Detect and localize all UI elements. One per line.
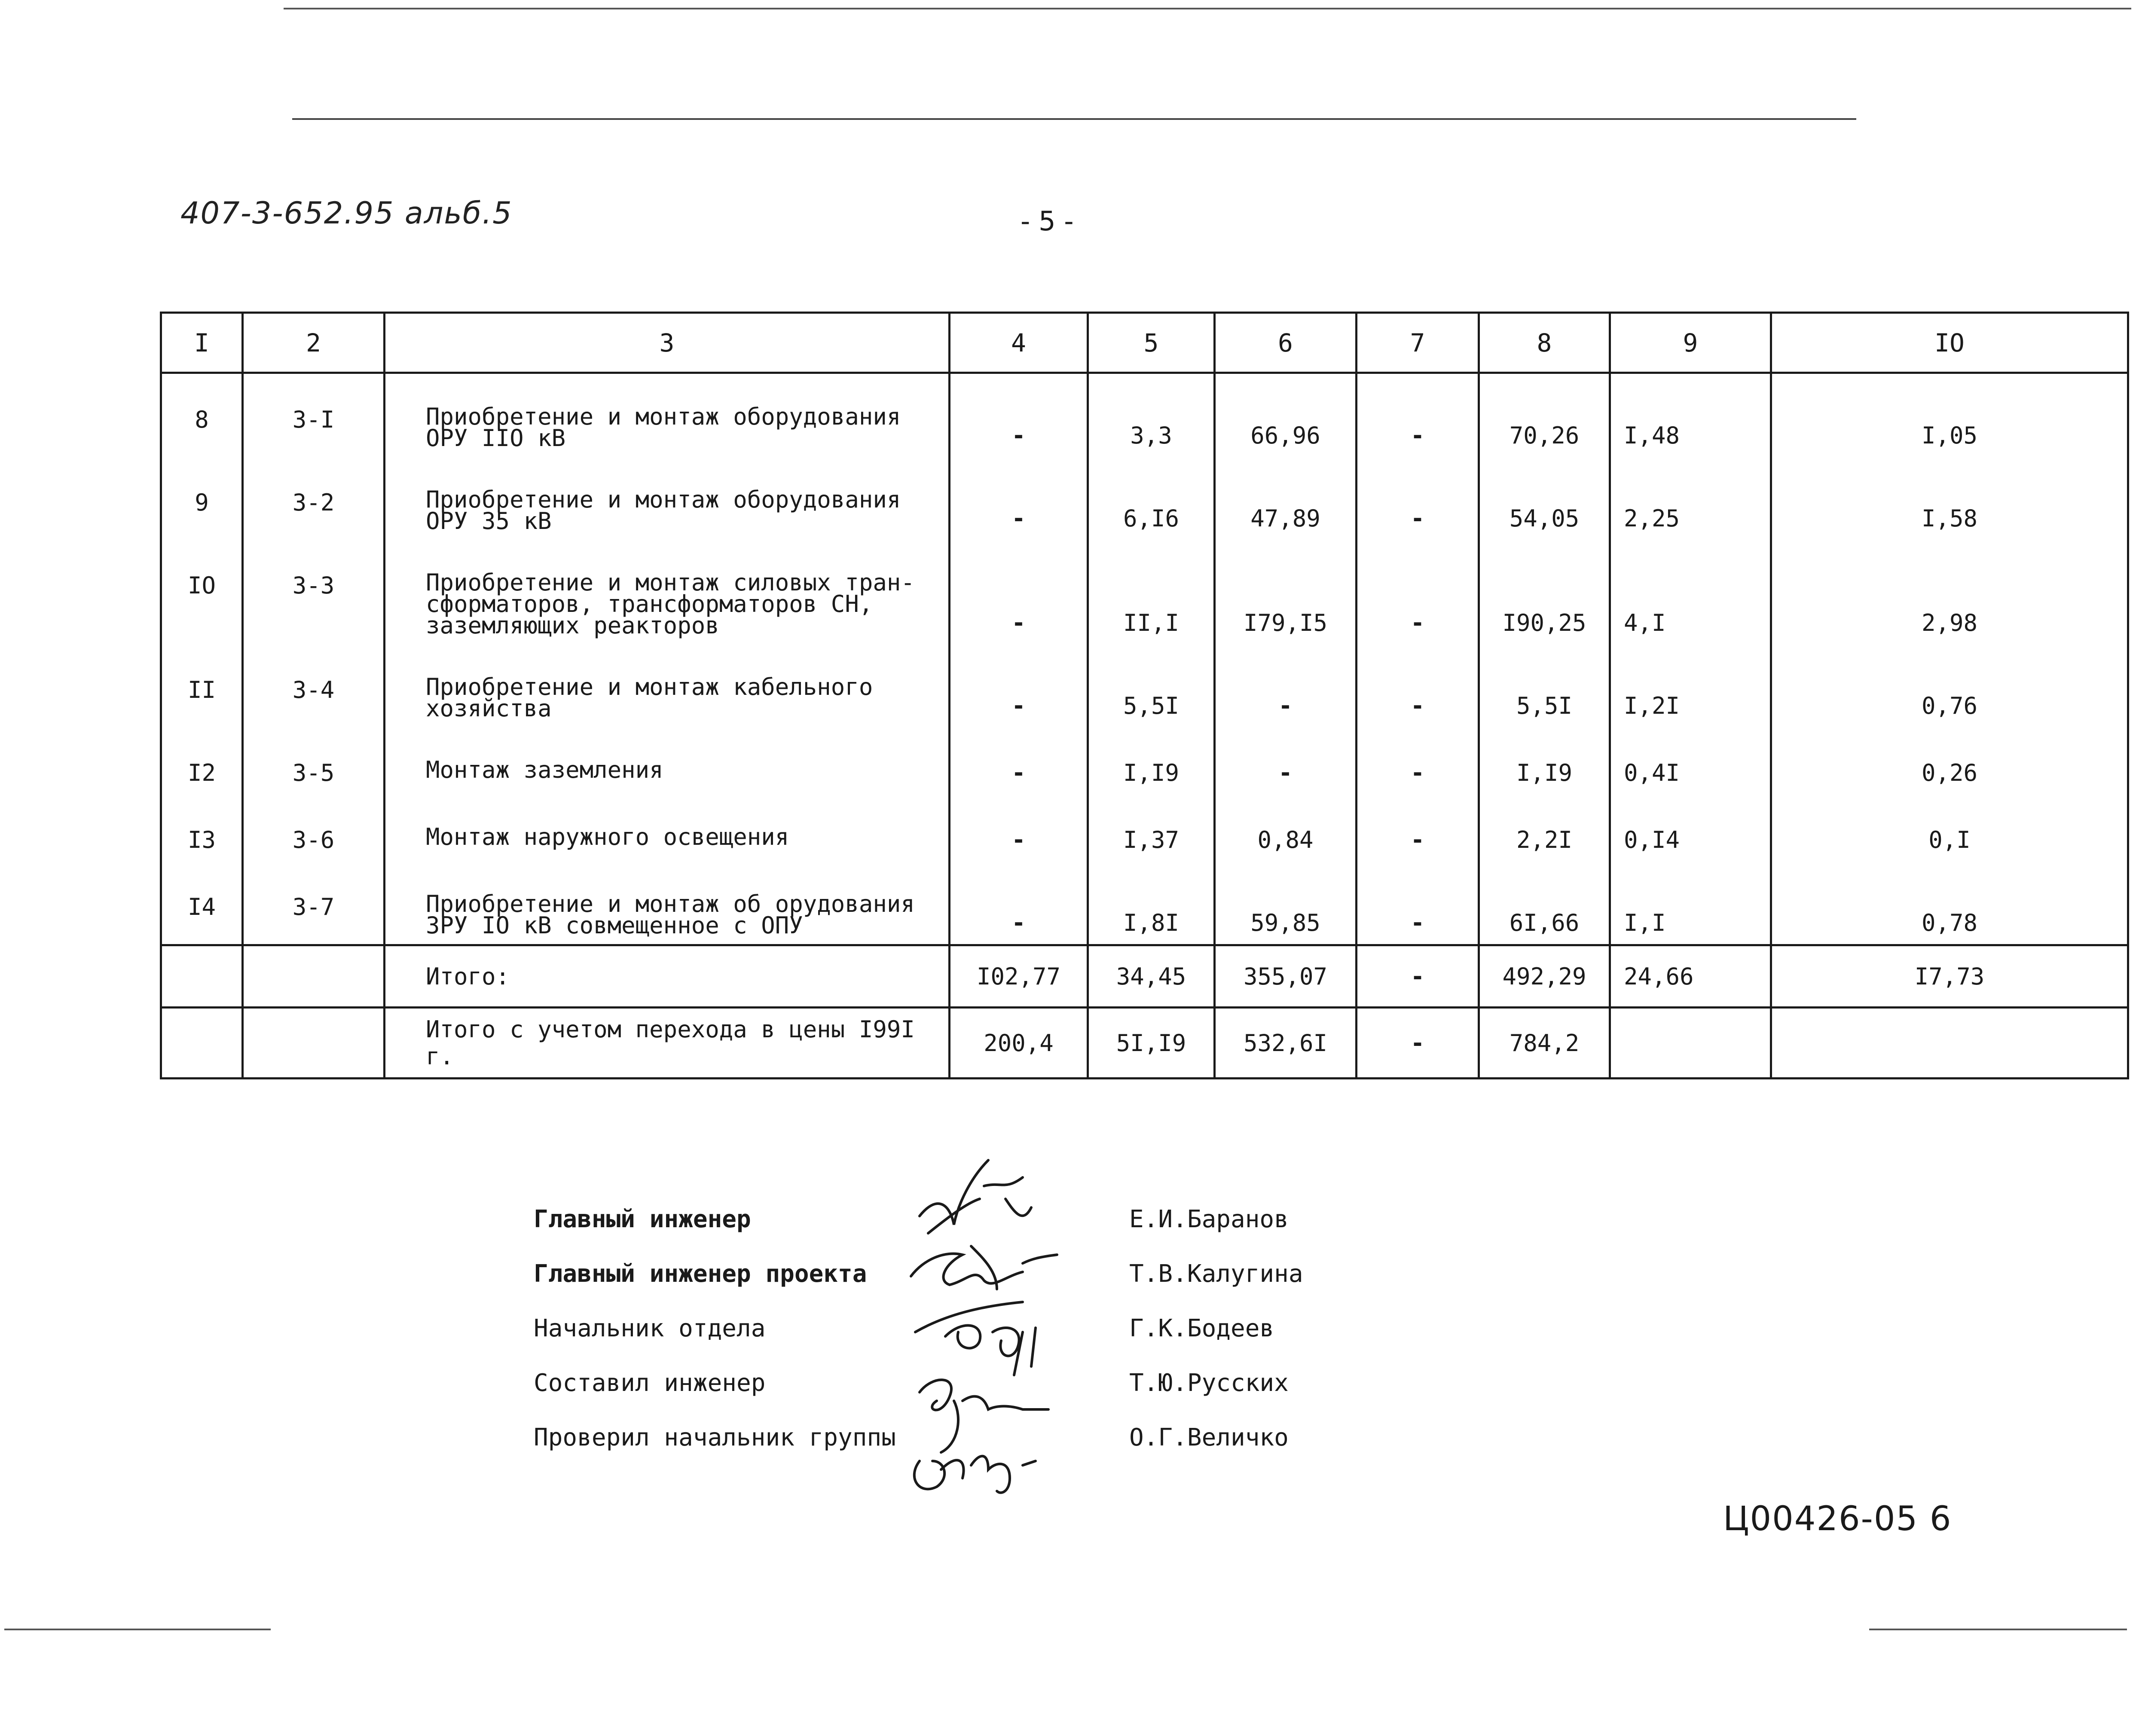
bottom-rule-right <box>1869 1629 2127 1630</box>
total-c4: I02,77 <box>950 945 1088 1008</box>
description-line: Приобретение и монтаж оборудования <box>426 486 901 513</box>
cell-c5: I,37 <box>1088 794 1215 861</box>
bottom-rule-left <box>4 1629 271 1630</box>
cell-c10: I,58 <box>1771 457 2128 540</box>
cell-c7: - <box>1357 457 1479 540</box>
column-header: 5 <box>1088 313 1215 373</box>
row-code: 3-2 <box>243 457 385 540</box>
cell-c4: - <box>950 457 1088 540</box>
cell-c9: 4,I <box>1610 540 1771 644</box>
column-header: 4 <box>950 313 1088 373</box>
table-row <box>161 540 2128 644</box>
column-header: IO <box>1771 313 2128 373</box>
signature-role: Главный инженер проекта <box>534 1260 867 1288</box>
cell-c8: 5,5I <box>1479 644 1610 727</box>
row-code: 3-3 <box>243 540 385 644</box>
description-line: Монтаж наружного освещения <box>426 823 789 850</box>
cell-c5: 3,3 <box>1088 373 1215 457</box>
row-code: 3-5 <box>243 727 385 794</box>
cell-c5: I,8I <box>1088 861 1215 945</box>
cell-c8: 6I,66 <box>1479 861 1610 945</box>
top-rule-2 <box>292 118 1856 120</box>
cell-c5: 5,5I <box>1088 644 1215 727</box>
row-code: 3-I <box>243 373 385 457</box>
cell-c9: 2,25 <box>1610 457 1771 540</box>
column-header: 9 <box>1610 313 1771 373</box>
description-line: Приобретение и монтаж силовых тран- <box>426 569 915 596</box>
row-number: I2 <box>161 727 243 794</box>
signature-role: Составил инженер <box>534 1369 766 1397</box>
cell-c6: - <box>1215 644 1357 727</box>
total-1991-row <box>161 1008 2128 1079</box>
cell-c7: - <box>1357 794 1479 861</box>
signature-name: Г.К.Бодеев <box>1129 1314 1274 1342</box>
total-c8: 492,29 <box>1479 945 1610 1008</box>
cell-c4: - <box>950 373 1088 457</box>
total-row <box>161 945 2128 1008</box>
row-code: 3-7 <box>243 861 385 945</box>
table-row <box>161 457 2128 540</box>
cell-c9: I,2I <box>1610 644 1771 727</box>
description-line: Приобретение и монтаж оборудования <box>426 403 901 430</box>
cell-c5: II,I <box>1088 540 1215 644</box>
cell-c7: - <box>1357 727 1479 794</box>
cell-c9: 0,4I <box>1610 727 1771 794</box>
top-rule-1 <box>284 8 2131 9</box>
row-number: 9 <box>161 457 243 540</box>
description-line: Приобретение и монтаж об орудования <box>426 890 915 917</box>
cell-c10: 0,I <box>1771 794 2128 861</box>
cell-c8: I,I9 <box>1479 727 1610 794</box>
total-c5: 34,45 <box>1088 945 1215 1008</box>
total-label: Итого: <box>426 963 510 990</box>
cell-c7: - <box>1357 373 1479 457</box>
total-c7: - <box>1357 945 1479 1008</box>
description-line: сформаторов, трансформаторов СН, <box>426 590 873 617</box>
cell-c6: - <box>1215 727 1357 794</box>
cell-c4: - <box>950 727 1088 794</box>
total-c10: I7,73 <box>1771 945 2128 1008</box>
cell-c4: - <box>950 644 1088 727</box>
signature-name: Е.И.Баранов <box>1129 1205 1289 1233</box>
cell-c4: - <box>950 540 1088 644</box>
cell-c10: 2,98 <box>1771 540 2128 644</box>
cell-c9: I,48 <box>1610 373 1771 457</box>
signature-role: Главный инженер <box>534 1205 751 1233</box>
total-c9: 24,66 <box>1610 945 1771 1008</box>
description-line: ОРУ IIO кВ <box>426 425 566 452</box>
row-code: 3-6 <box>243 794 385 861</box>
row-description <box>385 727 950 794</box>
signature-name: О.Г.Величко <box>1129 1424 1289 1452</box>
total-1991-c9 <box>1610 1008 1771 1079</box>
table-header-row <box>161 313 2128 373</box>
column-header: 3 <box>385 313 950 373</box>
row-number: I3 <box>161 794 243 861</box>
cell-c10: 0,26 <box>1771 727 2128 794</box>
total-1991-c6: 532,6I <box>1215 1008 1357 1079</box>
cell-c4: - <box>950 794 1088 861</box>
description-line: заземляющих реакторов <box>426 612 719 639</box>
total-1991-c7: - <box>1357 1008 1479 1079</box>
description-line: ЗРУ IO кВ совмещенное с ОПУ <box>426 912 803 939</box>
column-header: 7 <box>1357 313 1479 373</box>
table-row <box>161 861 2128 945</box>
row-code: 3-4 <box>243 644 385 727</box>
cell-c7: - <box>1357 861 1479 945</box>
cell-c6: 47,89 <box>1215 457 1357 540</box>
total-1991-c10 <box>1771 1008 2128 1079</box>
handwritten-signatures <box>894 1152 1100 1495</box>
page-number: - 5 - <box>1021 205 1074 237</box>
signature-name: Т.Ю.Русских <box>1129 1369 1289 1397</box>
signature-role: Проверил начальник группы <box>534 1424 896 1452</box>
cell-c10: 0,76 <box>1771 644 2128 727</box>
row-description <box>385 644 950 727</box>
table-row <box>161 373 2128 457</box>
cell-c8: I90,25 <box>1479 540 1610 644</box>
cell-c8: 54,05 <box>1479 457 1610 540</box>
description-line: Приобретение и монтаж кабельного <box>426 673 873 700</box>
row-number: IO <box>161 540 243 644</box>
cell-c4: - <box>950 861 1088 945</box>
row-number: I4 <box>161 861 243 945</box>
cell-c7: - <box>1357 644 1479 727</box>
table-row <box>161 644 2128 727</box>
cell-c7: - <box>1357 540 1479 644</box>
cell-c8: 70,26 <box>1479 373 1610 457</box>
cell-c6: 0,84 <box>1215 794 1357 861</box>
total-c6: 355,07 <box>1215 945 1357 1008</box>
document-code: 407-3-652.95 альб.5 <box>180 196 513 231</box>
cell-c10: I,05 <box>1771 373 2128 457</box>
column-header: I <box>161 313 243 373</box>
row-description <box>385 373 950 457</box>
cell-c10: 0,78 <box>1771 861 2128 945</box>
row-number: II <box>161 644 243 727</box>
total-1991-label: Итого с учетом перехода в цены I99I г. <box>426 1016 915 1070</box>
description-line: хозяйства <box>426 695 552 722</box>
cell-c5: I,I9 <box>1088 727 1215 794</box>
cell-c6: I79,I5 <box>1215 540 1357 644</box>
cell-c9: 0,I4 <box>1610 794 1771 861</box>
row-number: 8 <box>161 373 243 457</box>
signature-name: Т.В.Калугина <box>1129 1260 1303 1288</box>
total-1991-c8: 784,2 <box>1479 1008 1610 1079</box>
cell-c5: 6,I6 <box>1088 457 1215 540</box>
estimate-table <box>160 312 2129 1079</box>
column-header: 8 <box>1479 313 1610 373</box>
row-description <box>385 794 950 861</box>
row-description <box>385 457 950 540</box>
description-line: ОРУ 35 кВ <box>426 507 552 535</box>
table-row <box>161 727 2128 794</box>
cell-c9: I,I <box>1610 861 1771 945</box>
total-1991-c5: 5I,I9 <box>1088 1008 1215 1079</box>
table-row <box>161 794 2128 861</box>
description-line: Монтаж заземления <box>426 756 663 783</box>
cell-c8: 2,2I <box>1479 794 1610 861</box>
signature-role: Начальник отдела <box>534 1314 766 1342</box>
document-id-stamp: Ц00426-05 6 <box>1723 1500 1952 1538</box>
total-1991-c4: 200,4 <box>950 1008 1088 1079</box>
column-header: 6 <box>1215 313 1357 373</box>
row-description <box>385 861 950 945</box>
row-description <box>385 540 950 644</box>
cell-c6: 59,85 <box>1215 861 1357 945</box>
column-header: 2 <box>243 313 385 373</box>
cell-c6: 66,96 <box>1215 373 1357 457</box>
